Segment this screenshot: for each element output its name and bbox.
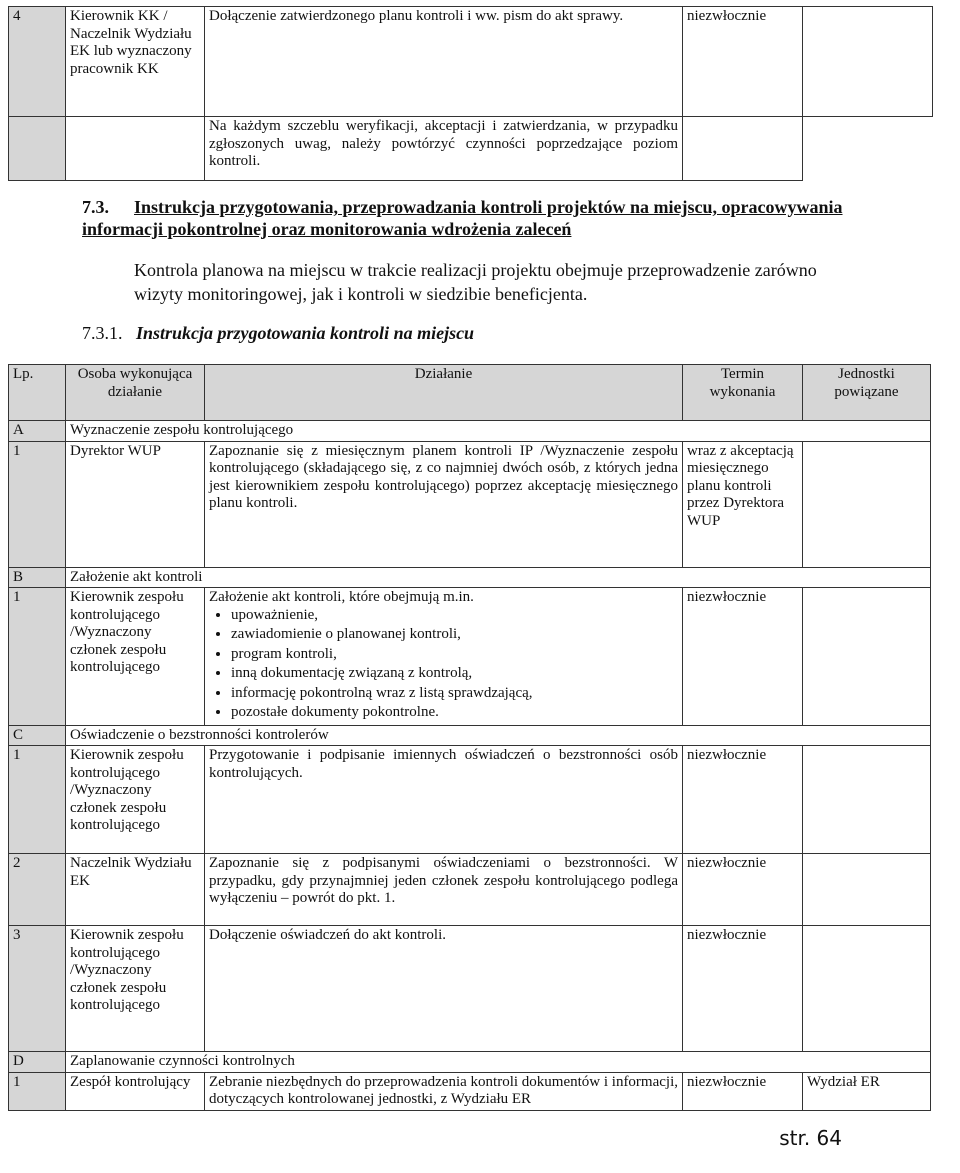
section-title: Instrukcja przygotowania, przeprowadzania kontroli projektów na miejscu, opracowywania informacji pokontrolnej oraz monitorowania wdrożenia zaleceń: [82, 197, 843, 239]
group-letter: C: [9, 725, 66, 746]
page-number: str. 64: [779, 1126, 842, 1150]
row-number: 2: [9, 854, 66, 926]
row-units: [803, 746, 931, 854]
top-table: [8, 6, 933, 181]
group-title: Oświadczenie o bezstronności kontrolerów: [66, 725, 931, 746]
list-item: • zawiadomienie o planowanej kontroli,: [231, 626, 678, 644]
row-deadline: niezwłocznie: [683, 588, 803, 726]
group-title: Założenie akt kontroli: [66, 567, 931, 588]
row-person: Dyrektor WUP: [66, 441, 205, 567]
table-row: [9, 746, 931, 854]
row-number: 3: [9, 926, 66, 1052]
header-lp: Lp.: [9, 365, 66, 421]
header-units: Jednostki powiązane: [803, 365, 931, 421]
header-action: Działanie: [205, 365, 683, 421]
list-item: • informację pokontrolną wraz z listą sprawdzającą,: [231, 685, 678, 703]
row-number: 1: [9, 1072, 66, 1110]
row-action: Przygotowanie i podpisanie imiennych oświadczeń o bezstronności osób kontrolujących.: [205, 746, 683, 854]
row-person: Kierownik zespołu kontrolującego /Wyznaczony członek zespołu kontrolującego: [66, 746, 205, 854]
row-deadline: niezwłocznie: [683, 926, 803, 1052]
row-person: Kierownik zespołu kontrolującego /Wyznaczony członek zespołu kontrolującego: [66, 588, 205, 726]
row-deadline: niezwłocznie: [683, 7, 803, 117]
row-action: Zebranie niezbędnych do przeprowadzenia kontroli dokumentów i informacji, dotyczących kontrolowanej jednostki, z Wydziału ER: [205, 1072, 683, 1110]
row-units: [803, 926, 931, 1052]
intro-paragraph: Kontrola planowa na miejscu w trakcie realizacji projektu obejmuje przeprowadzenie zarówno wizyty monitoringowej, jak i kontroli w siedzibie beneficjenta.: [134, 260, 817, 304]
list-item: • program kontroli,: [231, 646, 678, 664]
row-person: Kierownik zespołu kontrolującego /Wyznaczony członek zespołu kontrolującego: [66, 926, 205, 1052]
row-units: [803, 441, 931, 567]
table-row: [9, 854, 931, 926]
subsection-heading: [82, 322, 474, 344]
header-person: Osoba wykonująca działanie: [66, 365, 205, 421]
list-item: • pozostałe dokumenty pokontrolne.: [231, 704, 678, 722]
procedure-table: [8, 364, 931, 1111]
row-action-intro: Założenie akt kontroli, które obejmują m.in.: [209, 589, 474, 605]
table-row: [9, 7, 933, 117]
row-person: Naczelnik Wydziału EK: [66, 854, 205, 926]
table-header-row: [9, 365, 931, 421]
table-row: [9, 441, 931, 567]
row-number: 1: [9, 746, 66, 854]
table-row: [9, 117, 933, 181]
row-action: Dołączenie zatwierdzonego planu kontroli i ww. pism do akt sprawy.: [205, 7, 683, 117]
row-action: Dołączenie oświadczeń do akt kontroli.: [205, 926, 683, 1052]
group-row-b: [9, 567, 931, 588]
group-title: Wyznaczenie zespołu kontrolującego: [66, 421, 931, 442]
row-deadline: niezwłocznie: [683, 746, 803, 854]
group-row-c: [9, 725, 931, 746]
group-letter: A: [9, 421, 66, 442]
section-number: 7.3.: [82, 197, 109, 217]
subsection-title: Instrukcja przygotowania kontroli na miejscu: [136, 323, 475, 343]
row-action: Zapoznanie się z podpisanymi oświadczeniami o bezstronności. W przypadku, gdy przynajmniej jeden członek zespołu kontrolującego podlega wyłączeniu – powrót do pkt. 1.: [205, 854, 683, 926]
row-units: [803, 7, 933, 117]
row-units: [803, 854, 931, 926]
table-row: [9, 1072, 931, 1110]
row-person: Zespół kontrolujący: [66, 1072, 205, 1110]
row-number: 4: [9, 7, 66, 117]
row-units: Wydział ER: [803, 1072, 931, 1110]
row-deadline: niezwłocznie: [683, 1072, 803, 1110]
row-deadline: niezwłocznie: [683, 854, 803, 926]
subsection-number: 7.3.1.: [82, 323, 123, 343]
list-item: • upoważnienie,: [231, 607, 678, 625]
row-number: 1: [9, 588, 66, 726]
row-action: Zapoznanie się z miesięcznym planem kontroli IP /Wyznaczenie zespołu kontrolującego (składającego się, z co najmniej dwóch osób, z których jedna jest kierownikiem zespołu kontrolującego) poprzez akceptację miesięcznego planu kontroli.: [205, 441, 683, 567]
row-deadline: wraz z akceptacją miesięcznego planu kontroli przez Dyrektora WUP: [683, 441, 803, 567]
group-letter: D: [9, 1052, 66, 1073]
group-row-d: [9, 1052, 931, 1073]
header-deadline: Termin wykonania: [683, 365, 803, 421]
akt-list: [209, 607, 678, 722]
row-person: Kierownik KK / Naczelnik Wydziału EK lub wyznaczony pracownik KK: [66, 7, 205, 117]
group-letter: B: [9, 567, 66, 588]
table-row: [9, 588, 931, 726]
row-units: [803, 588, 931, 726]
row-number: 1: [9, 441, 66, 567]
list-item: • inną dokumentację związaną z kontrolą,: [231, 665, 678, 683]
row-action: [205, 588, 683, 726]
table-row: [9, 926, 931, 1052]
group-row-a: [9, 421, 931, 442]
group-title: Zaplanowanie czynności kontrolnych: [66, 1052, 931, 1073]
section-heading: [82, 196, 862, 240]
repeat-note: Na każdym szczeblu weryfikacji, akceptacji i zatwierdzania, w przypadku zgłoszonych uwag, należy powtórzyć czynności poprzedzające poziom kontroli.: [205, 117, 683, 181]
